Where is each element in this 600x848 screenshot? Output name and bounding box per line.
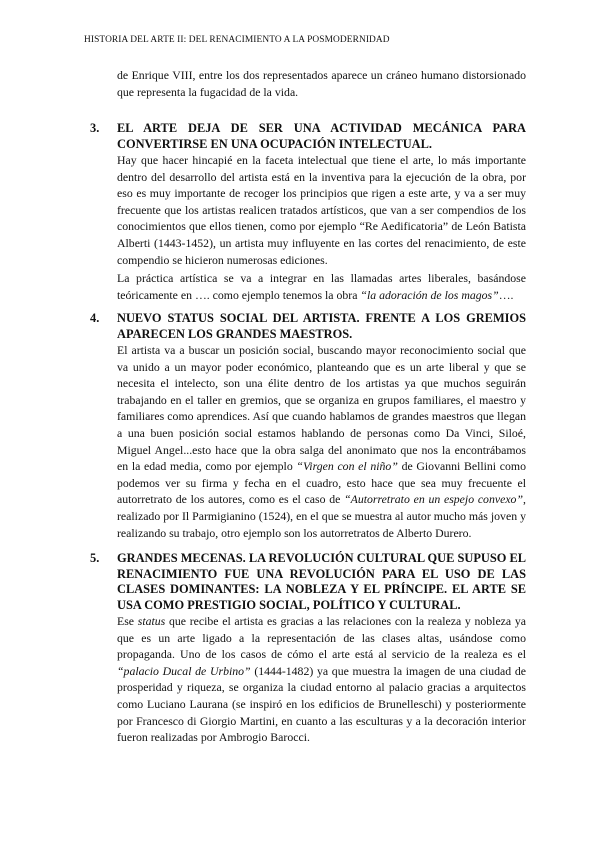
section-3 bbox=[90, 121, 526, 303]
section-3-paragraph-1: Hay que hacer hincapié en la faceta intelectual que tiene el arte, lo más importante dentro del desarrollo del artista está en la inventiva para la ejecución de la obra, por eso es muy importante de recoger los principios que rigen a este arte, y va a ser muy frecuente que los artistas realicen tratados artísticos, que van a ser compendios de los conocimientos que ellos tienen, como por ejemplo “Re Aedificatoria” de León Batista Alberti (1443-1452), un artista muy influyente en las cortes del renacimiento, de este compendio se hicieron numerosas ediciones. bbox=[117, 153, 526, 267]
section-4-text-1: El artista va a buscar un posición social, buscando mayor reconocimiento social que va unido a un mayor poder económico, planteando que es un arte liberal y que se necesita el intelecto, son una élite dentro de los artistas ya que muchos seguirán trabajando en el taller en gremios, que se organiza en grupos familiares, el maestro y familiares como aprendices. Así que cuando hablamos de grandes maestros que llegan a una buen posición social estamos hablando de personas como Da Vinci, Siloé, Miguel Angel...esto hace que la obra salga del anonimato que nos la encontrábamos en la edad media, como por ejemplo bbox=[117, 343, 526, 474]
section-5 bbox=[90, 551, 526, 746]
section-3-number: 3. bbox=[90, 121, 100, 135]
section-4 bbox=[90, 311, 526, 541]
intro-paragraph bbox=[117, 67, 526, 101]
page-header: HISTORIA DEL ARTE II: DEL RENACIMIENTO A LA POSMODERNIDAD bbox=[84, 35, 390, 45]
section-5-number: 5. bbox=[90, 551, 100, 565]
section-5-palace-name: “palacio Ducal de Urbino” bbox=[117, 663, 251, 678]
section-3-heading-text: EL ARTE DEJA DE SER UNA ACTIVIDAD MECÁNICA PARA CONVERTIRSE EN UNA OCUPACIÓN INTELECTUAL. bbox=[117, 121, 526, 151]
section-3-artwork-title: “la adoración de los magos” bbox=[360, 287, 499, 302]
section-3-heading bbox=[90, 121, 526, 152]
section-3-p2-text: La práctica artística se va a integrar en las llamadas artes liberales, basándose teóricamente en …. como ejemplo tenemos la obra bbox=[117, 271, 526, 302]
section-3-paragraph-2 bbox=[117, 270, 526, 303]
section-5-heading-text: GRANDES MECENAS. LA REVOLUCIÓN CULTURAL QUE SUPUSO EL RENACIMIENTO FUE UNA REVOLUCIÓN PARA EL USO DE LAS CLASES DOMINANTES: LA NOBLEZA Y EL PRÍNCIPE. EL ARTE SE USA COMO PRESTIGIO SOCIAL, POLÍTICO Y CULTURAL. bbox=[117, 551, 526, 612]
section-5-heading bbox=[90, 551, 526, 613]
section-4-text-2: de Giovanni Bellini como podemos ver su firma y fecha en el cuadro, esto hace que sea muy frecuente el autorretrato de los autores, como es el caso de bbox=[117, 459, 526, 507]
section-4-artwork-2: “Autorretrato en un espejo convexo” bbox=[344, 492, 524, 507]
intro-text: de Enrique VIII, entre los dos representados aparece un cráneo humano distorsionado que representa la fugacidad de la vida. bbox=[117, 68, 526, 99]
section-4-number: 4. bbox=[90, 311, 100, 325]
section-3-p2-end: …. bbox=[498, 287, 514, 302]
section-5-status-word: status bbox=[137, 614, 166, 628]
section-4-heading bbox=[90, 311, 526, 342]
section-3-body bbox=[90, 152, 526, 303]
section-5-text-0: Ese bbox=[117, 614, 138, 628]
section-5-paragraph bbox=[117, 613, 526, 746]
section-5-text-2: (1444-1482) ya que muestra la imagen de una ciudad de prosperidad y riqueza, se organiza la ciudad entorno al palacio gracias a arquitectos como Luciano Laurana (se inspiró en los edificios de Brunelleschi) y posteriormente por Francesco di Giorgio Martini, en cuanto a las esculturas y a la decoración interior fueron realizadas por Ambrogio Barocci. bbox=[117, 663, 526, 745]
section-4-body bbox=[90, 342, 526, 541]
section-4-text-3: , realizado por Il Parmigianino (1524), en el que se muestra al autor mucho más joven y realizando su trabajo, otro ejemplo son los autorretratos de Alberto Durero. bbox=[117, 492, 526, 540]
section-4-artwork-1: “Virgen con el niño” bbox=[296, 459, 398, 474]
section-5-body bbox=[90, 613, 526, 746]
section-5-text-1: que recibe el artista es gracias a las relaciones con la realeza y nobleza ya que es un arte ligado a la representación de las clases altas, usándose como propaganda. Uno de los casos de cómo el arte está al servicio de la realeza es el bbox=[117, 614, 526, 662]
section-4-heading-text: NUEVO STATUS SOCIAL DEL ARTISTA. FRENTE A LOS GREMIOS APARECEN LOS GRANDES MAESTROS. bbox=[117, 311, 526, 341]
section-4-paragraph bbox=[117, 342, 526, 541]
